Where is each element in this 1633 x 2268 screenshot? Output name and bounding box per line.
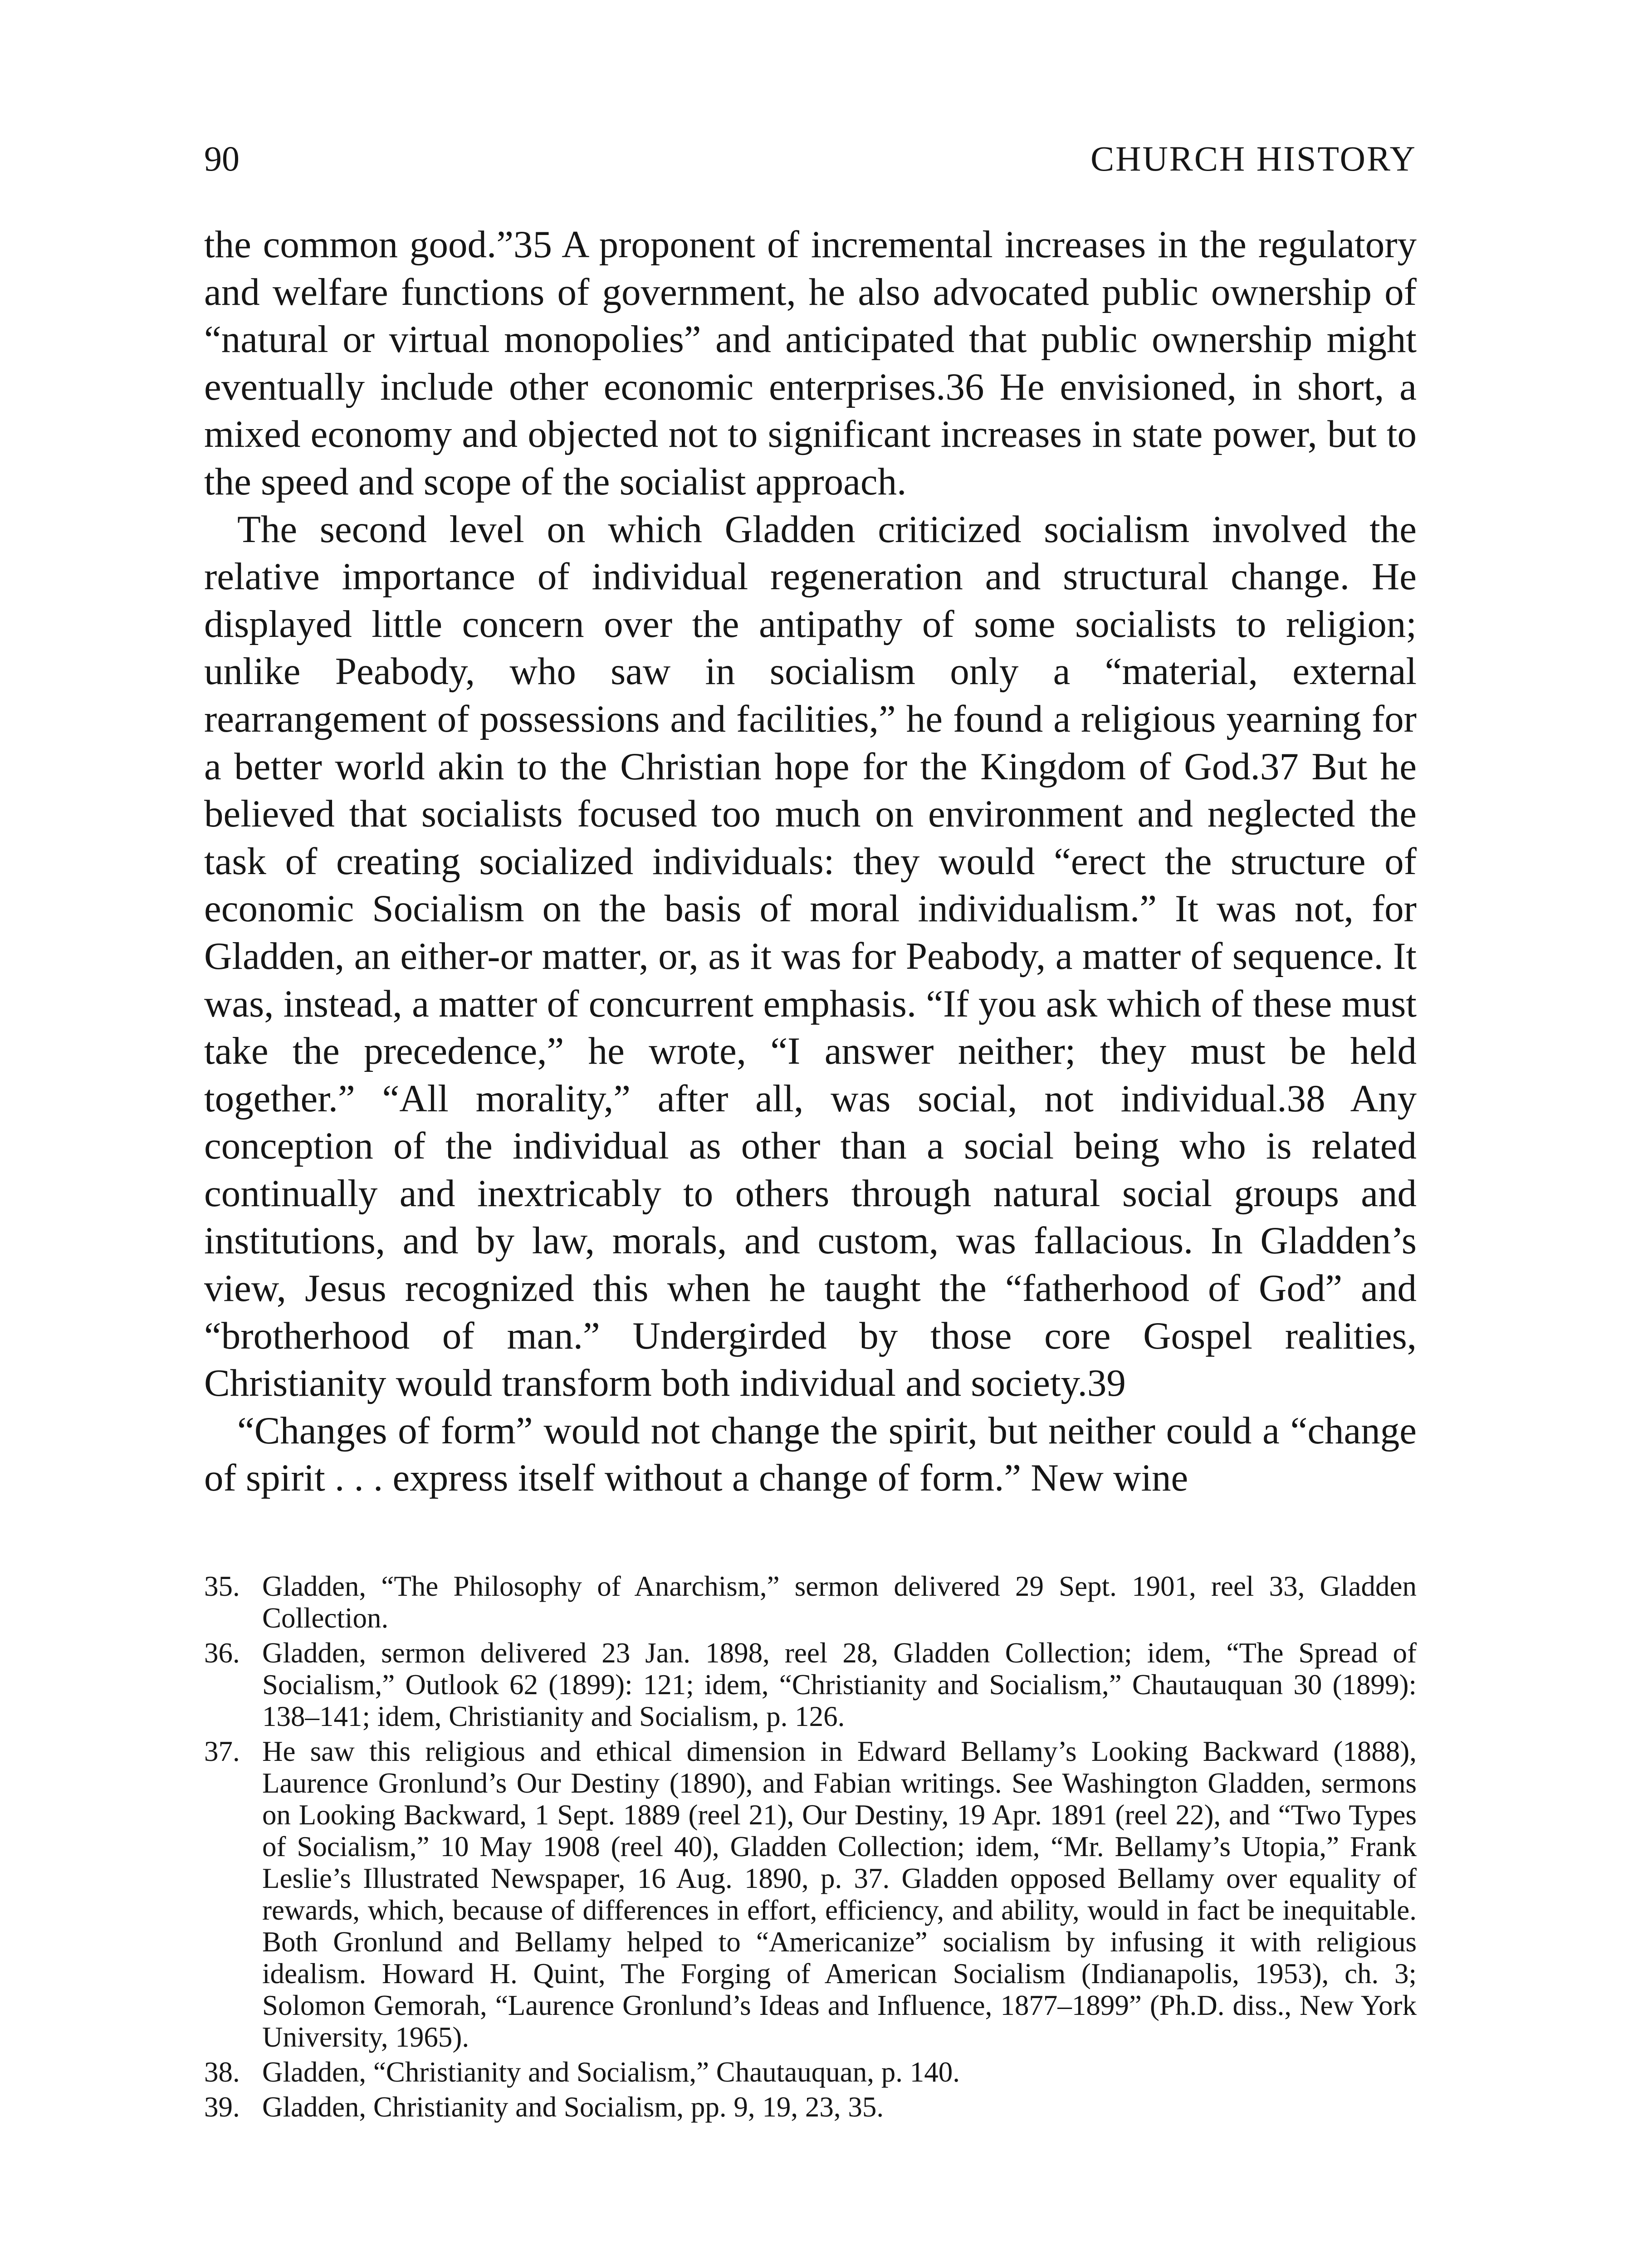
journal-title: CHURCH HISTORY [1090, 139, 1417, 178]
footnote [204, 2056, 1417, 2088]
footnote-number: 36. [204, 1637, 240, 1669]
footnote-number: 35. [204, 1570, 240, 1602]
footnote-text: Gladden, Christianity and Socialism, pp. 9, 19, 23, 35. [262, 2091, 884, 2123]
footnote-number: 39. [204, 2091, 240, 2123]
page-number: 90 [204, 139, 240, 178]
footnote-text: He saw this religious and ethical dimension in Edward Bellamy’s Looking Backward (1888), Laurence Gronlund’s Our Destiny (1890), and Fabian writings. See Washington Gladden, sermons on Looking Backward, 1 Sept. 1889 (reel 21), Our Destiny, 19 Apr. 1891 (reel 22), and “Two Types of Socialism,” 10 May 1908 (reel 40), Gladden Collection; idem, “Mr. Bellamy’s Utopia,” Frank Leslie’s Illustrated Newspaper, 16 Aug. 1890, p. 37. Gladden opposed Bellamy over equality of rewards, which, because of differences in effort, efficiency, and ability, would in fact be inequitable. Both Gronlund and Bellamy helped to “Americanize” socialism by infusing it with religious idealism. Howard H. Quint, The Forging of American Socialism (Indianapolis, 1953), ch. 3; Solomon Gemorah, “Laurence Gronlund’s Ideas and Influence, 1877–1899” (Ph.D. diss., New York University, 1965). [262, 1735, 1417, 2053]
footnote [204, 1735, 1417, 2053]
running-head [204, 134, 1417, 184]
footnote-text: Gladden, sermon delivered 23 Jan. 1898, reel 28, Gladden Collection; idem, “The Spread of Socialism,” Outlook 62 (1899): 121; idem, “Christianity and Socialism,” Chautauquan 30 (1899): 138–141; idem, Christianity and Socialism, p. 126. [262, 1637, 1417, 1732]
body-text [204, 221, 1417, 1502]
footnote [204, 1637, 1417, 1732]
paragraph: “Changes of form” would not change the spirit, but neither could a “change of spirit . . . express itself without a change of form.” New wine [204, 1409, 1417, 1500]
footnote [204, 2091, 1417, 2123]
footnote-number: 37. [204, 1735, 240, 1767]
paragraph: the common good.”35 A proponent of incremental increases in the regulatory and welfare functions of government, he also advocated public ownership of “natural or virtual monopolies” and anticipated that public ownership might eventually include other economic enterprises.36 He envisioned, in short, a mixed economy and objected not to significant increases in state power, but to the speed and scope of the socialist approach. [204, 223, 1417, 503]
footnotes [204, 1570, 1417, 2126]
paragraph: The second level on which Gladden criticized socialism involved the relative importance of individual regeneration and structural change. He displayed little concern over the antipathy of some socialists to religion; unlike Peabody, who saw in socialism only a “material, external rearrangement of possessions and facilities,” he found a religious yearning for a better world akin to the Christian hope for the Kingdom of God.37 But he believed that socialists focused too much on environment and neglected the task of creating socialized individuals: they would “erect the structure of economic Socialism on the basis of moral individualism.” It was not, for Gladden, an either-or matter, or, as it was for Peabody, a matter of sequence. It was, instead, a matter of concurrent emphasis. “If you ask which of these must take the precedence,” he wrote, “I answer neither; they must be held together.” “All morality,” after all, was social, not individual.38 Any conception of the individual as other than a social being who is related continually and inextricably to others through natural social groups and institutions, and by law, morals, and custom, was fallacious. In Gladden’s view, Jesus recognized this when he taught the “fatherhood of God” and “brotherhood of man.” Undergirded by those core Gospel realities, Christianity would transform both individual and society.39 [204, 508, 1417, 1405]
footnote-text: Gladden, “The Philosophy of Anarchism,” sermon delivered 29 Sept. 1901, reel 33, Gladden Collection. [262, 1570, 1417, 1634]
footnote-number: 38. [204, 2056, 240, 2088]
footnote [204, 1570, 1417, 1634]
footnote-text: Gladden, “Christianity and Socialism,” Chautauquan, p. 140. [262, 2056, 960, 2088]
